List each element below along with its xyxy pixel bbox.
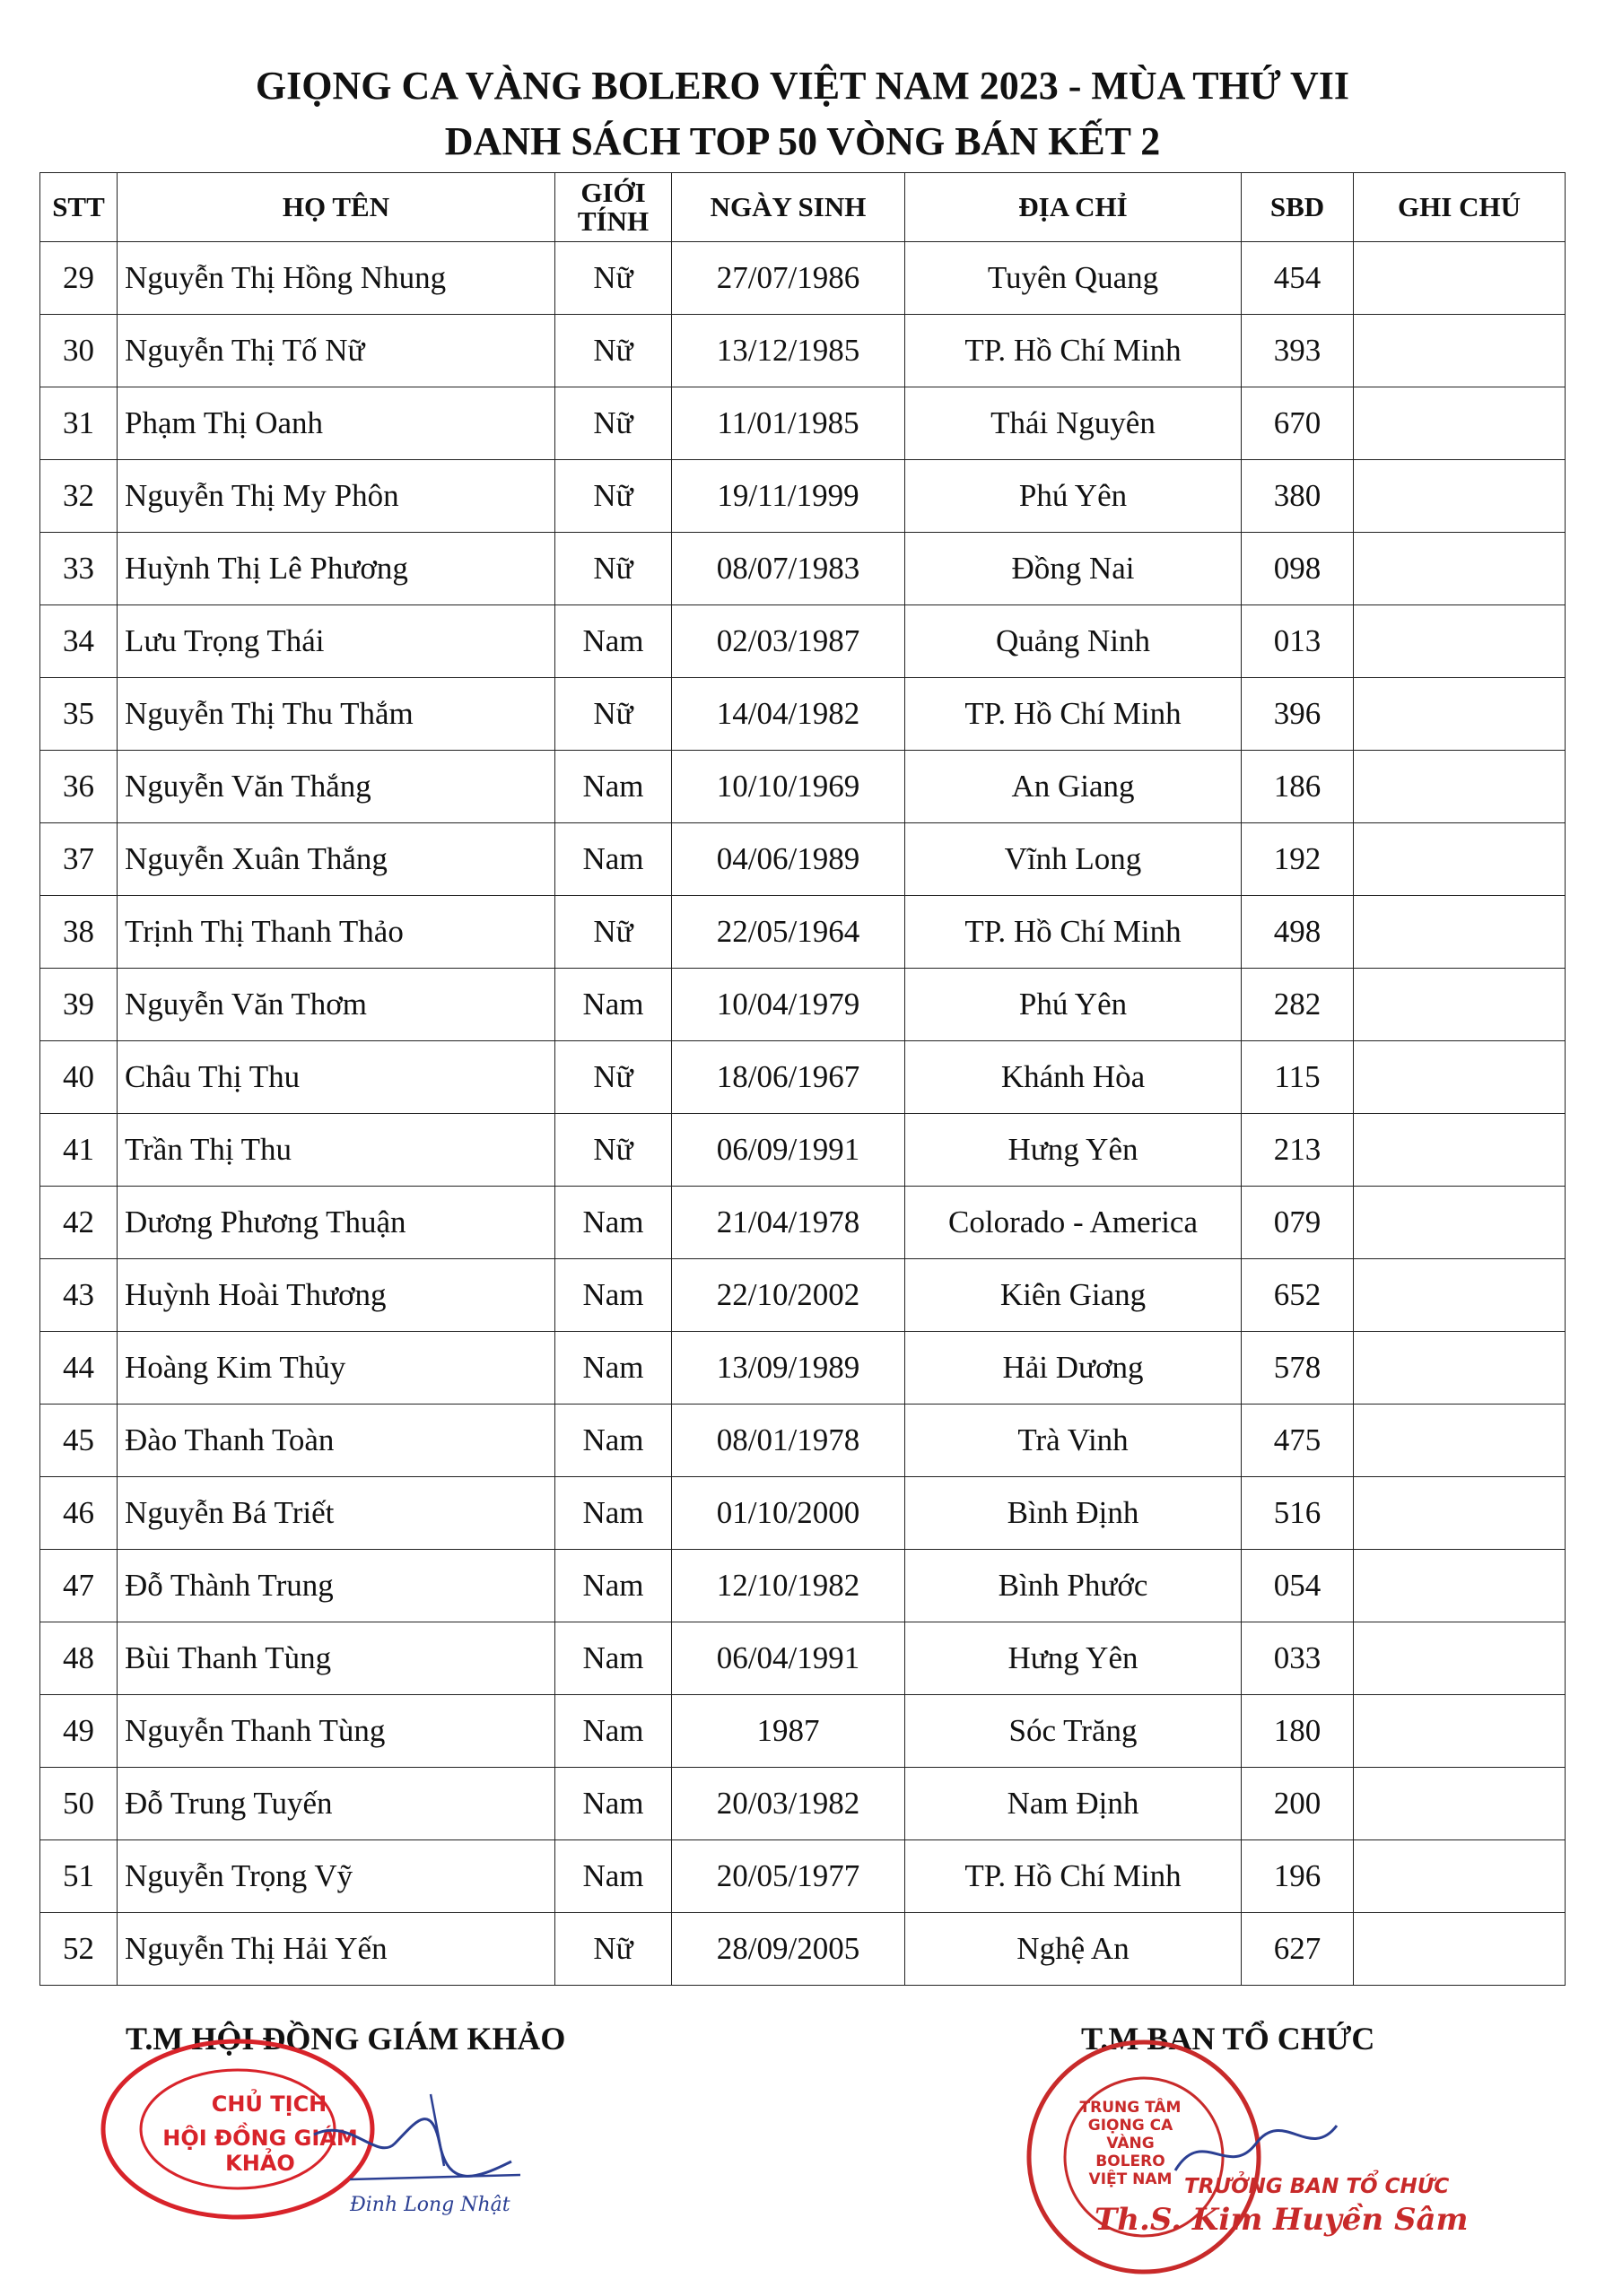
- cell-gender: Nam: [555, 823, 672, 896]
- table-row: [40, 896, 1566, 969]
- cell-sbd: 652: [1242, 1259, 1354, 1332]
- table-row: [40, 533, 1566, 605]
- cell-gender: Nam: [555, 1187, 672, 1259]
- cell-address: Bình Định: [905, 1477, 1242, 1550]
- cell-address: Khánh Hòa: [905, 1041, 1242, 1114]
- table-row: [40, 969, 1566, 1041]
- cell-address: Phú Yên: [905, 969, 1242, 1041]
- cell-address: TP. Hồ Chí Minh: [905, 1840, 1242, 1913]
- cell-address: Sóc Trăng: [905, 1695, 1242, 1768]
- cell-sbd: 578: [1242, 1332, 1354, 1405]
- stamp-left-line2: HỘI ĐỒNG GIÁM KHẢO: [162, 2126, 358, 2176]
- header-address: ĐỊA CHỈ: [905, 173, 1242, 242]
- cell-name: Nguyễn Thị My Phôn: [118, 460, 555, 533]
- cell-name: Huỳnh Thị Lê Phương: [118, 533, 555, 605]
- cell-address: Trà Vinh: [905, 1405, 1242, 1477]
- cell-note: [1354, 678, 1566, 751]
- cell-stt: 37: [40, 823, 118, 896]
- cell-address: Colorado - America: [905, 1187, 1242, 1259]
- header-sbd: SBD: [1242, 173, 1354, 242]
- cell-name: Lưu Trọng Thái: [118, 605, 555, 678]
- header-note: GHI CHÚ: [1354, 173, 1566, 242]
- table-row: [40, 460, 1566, 533]
- cell-gender: Nam: [555, 1550, 672, 1622]
- cell-note: [1354, 1041, 1566, 1114]
- cell-name: Đỗ Thành Trung: [118, 1550, 555, 1622]
- table-row: [40, 1187, 1566, 1259]
- cell-name: Nguyễn Thị Hải Yến: [118, 1913, 555, 1986]
- cell-address: Nghệ An: [905, 1913, 1242, 1986]
- header-gender-line2: TÍNH: [577, 205, 650, 237]
- cell-address: Nam Định: [905, 1768, 1242, 1840]
- cell-stt: 42: [40, 1187, 118, 1259]
- cell-stt: 50: [40, 1768, 118, 1840]
- cell-address: TP. Hồ Chí Minh: [905, 896, 1242, 969]
- cell-gender: Nữ: [555, 460, 672, 533]
- cell-name: Nguyễn Văn Thắng: [118, 751, 555, 823]
- contestant-table: [39, 172, 1566, 1986]
- cell-dob: 20/05/1977: [672, 1840, 905, 1913]
- cell-sbd: 670: [1242, 387, 1354, 460]
- cell-note: [1354, 1332, 1566, 1405]
- cell-dob: 1987: [672, 1695, 905, 1768]
- left-signature-title: T.M HỘI ĐỒNG GIÁM KHẢO: [126, 2021, 566, 2057]
- cell-dob: 14/04/1982: [672, 678, 905, 751]
- cell-sbd: 475: [1242, 1405, 1354, 1477]
- cell-name: Nguyễn Bá Triết: [118, 1477, 555, 1550]
- cell-note: [1354, 605, 1566, 678]
- cell-address: Hưng Yên: [905, 1622, 1242, 1695]
- cell-stt: 51: [40, 1840, 118, 1913]
- cell-dob: 06/09/1991: [672, 1114, 905, 1187]
- cell-gender: Nam: [555, 1405, 672, 1477]
- cell-name: Trịnh Thị Thanh Thảo: [118, 896, 555, 969]
- cell-gender: Nữ: [555, 387, 672, 460]
- cell-dob: 12/10/1982: [672, 1550, 905, 1622]
- cell-dob: 04/06/1989: [672, 823, 905, 896]
- table-row: [40, 1550, 1566, 1622]
- cell-address: Phú Yên: [905, 460, 1242, 533]
- cell-name: Trần Thị Thu: [118, 1114, 555, 1187]
- table-row: [40, 678, 1566, 751]
- cell-sbd: 516: [1242, 1477, 1354, 1550]
- cell-stt: 43: [40, 1259, 118, 1332]
- table-header-row: [40, 173, 1566, 242]
- cell-gender: Nữ: [555, 242, 672, 315]
- cell-sbd: 186: [1242, 751, 1354, 823]
- cell-gender: Nữ: [555, 896, 672, 969]
- cell-name: Huỳnh Hoài Thương: [118, 1259, 555, 1332]
- cell-dob: 13/09/1989: [672, 1332, 905, 1405]
- table-row: [40, 315, 1566, 387]
- table-row: [40, 242, 1566, 315]
- cell-name: Nguyễn Thị Tố Nữ: [118, 315, 555, 387]
- cell-sbd: 098: [1242, 533, 1354, 605]
- cell-sbd: 380: [1242, 460, 1354, 533]
- cell-dob: 22/10/2002: [672, 1259, 905, 1332]
- cell-name: Đỗ Trung Tuyến: [118, 1768, 555, 1840]
- cell-note: [1354, 242, 1566, 315]
- cell-note: [1354, 896, 1566, 969]
- organizer-stamp-text: TRUNG TÂM GIỌNG CA VÀNG BOLERO VIỆT NAM: [1079, 2099, 1182, 2188]
- cell-dob: 13/12/1985: [672, 315, 905, 387]
- cell-name: Hoàng Kim Thủy: [118, 1332, 555, 1405]
- cell-gender: Nam: [555, 1477, 672, 1550]
- cell-dob: 08/07/1983: [672, 533, 905, 605]
- cell-dob: 21/04/1978: [672, 1187, 905, 1259]
- cell-name: Nguyễn Trọng Vỹ: [118, 1840, 555, 1913]
- cell-note: [1354, 533, 1566, 605]
- table-row: [40, 1332, 1566, 1405]
- cell-note: [1354, 460, 1566, 533]
- cell-note: [1354, 1550, 1566, 1622]
- table-row: [40, 1259, 1566, 1332]
- cell-dob: 01/10/2000: [672, 1477, 905, 1550]
- cell-stt: 40: [40, 1041, 118, 1114]
- cell-dob: 28/09/2005: [672, 1913, 905, 1986]
- cell-sbd: 454: [1242, 242, 1354, 315]
- cell-stt: 48: [40, 1622, 118, 1695]
- cell-sbd: 200: [1242, 1768, 1354, 1840]
- stamp-left-line1: CHỦ TỊCH: [211, 2092, 327, 2117]
- cell-sbd: 033: [1242, 1622, 1354, 1695]
- header-name: HỌ TÊN: [118, 173, 555, 242]
- cell-address: Đồng Nai: [905, 533, 1242, 605]
- cell-dob: 20/03/1982: [672, 1768, 905, 1840]
- cell-gender: Nam: [555, 1259, 672, 1332]
- cell-sbd: 393: [1242, 315, 1354, 387]
- cell-note: [1354, 823, 1566, 896]
- cell-note: [1354, 969, 1566, 1041]
- cell-address: Thái Nguyên: [905, 387, 1242, 460]
- cell-dob: 10/04/1979: [672, 969, 905, 1041]
- cell-name: Nguyễn Văn Thơm: [118, 969, 555, 1041]
- cell-note: [1354, 1405, 1566, 1477]
- cell-sbd: 192: [1242, 823, 1354, 896]
- table-row: [40, 1405, 1566, 1477]
- table-row: [40, 387, 1566, 460]
- cell-note: [1354, 315, 1566, 387]
- cell-gender: Nữ: [555, 678, 672, 751]
- cell-sbd: 115: [1242, 1041, 1354, 1114]
- cell-sbd: 180: [1242, 1695, 1354, 1768]
- cell-name: Nguyễn Thị Hồng Nhung: [118, 242, 555, 315]
- cell-gender: Nữ: [555, 533, 672, 605]
- cell-note: [1354, 1768, 1566, 1840]
- cell-gender: Nam: [555, 1840, 672, 1913]
- cell-sbd: 054: [1242, 1550, 1354, 1622]
- table-row: [40, 1114, 1566, 1187]
- cell-stt: 36: [40, 751, 118, 823]
- table-row: [40, 605, 1566, 678]
- cell-sbd: 627: [1242, 1913, 1354, 1986]
- cell-note: [1354, 751, 1566, 823]
- cell-stt: 44: [40, 1332, 118, 1405]
- header-gender-line1: GIỚI: [580, 177, 646, 208]
- table-row: [40, 1695, 1566, 1768]
- cell-stt: 41: [40, 1114, 118, 1187]
- cell-stt: 39: [40, 969, 118, 1041]
- cell-gender: Nam: [555, 1768, 672, 1840]
- table-row: [40, 823, 1566, 896]
- cell-note: [1354, 1840, 1566, 1913]
- organizer-role: TRƯỞNG BAN TỔ CHỨC: [1184, 2175, 1450, 2198]
- cell-stt: 35: [40, 678, 118, 751]
- cell-stt: 45: [40, 1405, 118, 1477]
- cell-stt: 34: [40, 605, 118, 678]
- cell-address: Hải Dương: [905, 1332, 1242, 1405]
- cell-dob: 02/03/1987: [672, 605, 905, 678]
- organizer-signatory-name: Th.S. Kim Huyền Sâm: [1095, 2202, 1469, 2238]
- cell-name: Đào Thanh Toàn: [118, 1405, 555, 1477]
- cell-address: Vĩnh Long: [905, 823, 1242, 896]
- cell-dob: 10/10/1969: [672, 751, 905, 823]
- cell-sbd: 213: [1242, 1114, 1354, 1187]
- cell-note: [1354, 1913, 1566, 1986]
- cell-stt: 52: [40, 1913, 118, 1986]
- cell-note: [1354, 1622, 1566, 1695]
- cell-address: Bình Phước: [905, 1550, 1242, 1622]
- cell-dob: 19/11/1999: [672, 460, 905, 533]
- cell-stt: 33: [40, 533, 118, 605]
- cell-sbd: 498: [1242, 896, 1354, 969]
- cell-stt: 29: [40, 242, 118, 315]
- cell-name: Dương Phương Thuận: [118, 1187, 555, 1259]
- cell-stt: 38: [40, 896, 118, 969]
- cell-dob: 06/04/1991: [672, 1622, 905, 1695]
- document-subtitle: DANH SÁCH TOP 50 VÒNG BÁN KẾT 2: [444, 119, 1161, 163]
- right-signature-title: T.M BAN TỔ CHỨC: [1081, 2021, 1375, 2057]
- cell-dob: 27/07/1986: [672, 242, 905, 315]
- cell-sbd: 282: [1242, 969, 1354, 1041]
- cell-name: Nguyễn Thị Thu Thắm: [118, 678, 555, 751]
- document-title: GIỌNG CA VÀNG BOLERO VIỆT NAM 2023 - MÙA THỨ VII: [255, 64, 1350, 108]
- cell-note: [1354, 1477, 1566, 1550]
- cell-gender: Nữ: [555, 1114, 672, 1187]
- cell-address: TP. Hồ Chí Minh: [905, 678, 1242, 751]
- cell-sbd: 196: [1242, 1840, 1354, 1913]
- cell-stt: 31: [40, 387, 118, 460]
- cell-note: [1354, 387, 1566, 460]
- header-dob: NGÀY SINH: [672, 173, 905, 242]
- cell-note: [1354, 1695, 1566, 1768]
- cell-note: [1354, 1259, 1566, 1332]
- cell-name: Phạm Thị Oanh: [118, 387, 555, 460]
- cell-name: Bùi Thanh Tùng: [118, 1622, 555, 1695]
- cell-name: Nguyễn Thanh Tùng: [118, 1695, 555, 1768]
- cell-gender: Nam: [555, 1622, 672, 1695]
- cell-address: TP. Hồ Chí Minh: [905, 315, 1242, 387]
- cell-gender: Nam: [555, 1695, 672, 1768]
- table-row: [40, 1622, 1566, 1695]
- cell-address: Tuyên Quang: [905, 242, 1242, 315]
- cell-gender: Nam: [555, 605, 672, 678]
- cell-gender: Nữ: [555, 1041, 672, 1114]
- cell-address: An Giang: [905, 751, 1242, 823]
- cell-dob: 22/05/1964: [672, 896, 905, 969]
- cell-note: [1354, 1114, 1566, 1187]
- cell-stt: 49: [40, 1695, 118, 1768]
- cell-address: Quảng Ninh: [905, 605, 1242, 678]
- table-row: [40, 1477, 1566, 1550]
- table-row: [40, 1768, 1566, 1840]
- cell-sbd: 079: [1242, 1187, 1354, 1259]
- cell-sbd: 013: [1242, 605, 1354, 678]
- table-row: [40, 1041, 1566, 1114]
- cell-stt: 32: [40, 460, 118, 533]
- cell-stt: 46: [40, 1477, 118, 1550]
- cell-gender: Nam: [555, 751, 672, 823]
- cell-dob: 08/01/1978: [672, 1405, 905, 1477]
- header-gender: [555, 173, 672, 242]
- cell-gender: Nam: [555, 969, 672, 1041]
- cell-stt: 30: [40, 315, 118, 387]
- table-row: [40, 751, 1566, 823]
- cell-gender: Nữ: [555, 1913, 672, 1986]
- cell-dob: 11/01/1985: [672, 387, 905, 460]
- cell-gender: Nữ: [555, 315, 672, 387]
- cell-stt: 47: [40, 1550, 118, 1622]
- cell-note: [1354, 1187, 1566, 1259]
- table-row: [40, 1840, 1566, 1913]
- cell-name: Nguyễn Xuân Thắng: [118, 823, 555, 896]
- header-stt: STT: [40, 173, 118, 242]
- left-handwritten-name: Đinh Long Nhật: [350, 2194, 510, 2216]
- cell-name: Châu Thị Thu: [118, 1041, 555, 1114]
- cell-gender: Nam: [555, 1332, 672, 1405]
- cell-sbd: 396: [1242, 678, 1354, 751]
- table-row: [40, 1913, 1566, 1986]
- cell-dob: 18/06/1967: [672, 1041, 905, 1114]
- cell-address: Hưng Yên: [905, 1114, 1242, 1187]
- cell-address: Kiên Giang: [905, 1259, 1242, 1332]
